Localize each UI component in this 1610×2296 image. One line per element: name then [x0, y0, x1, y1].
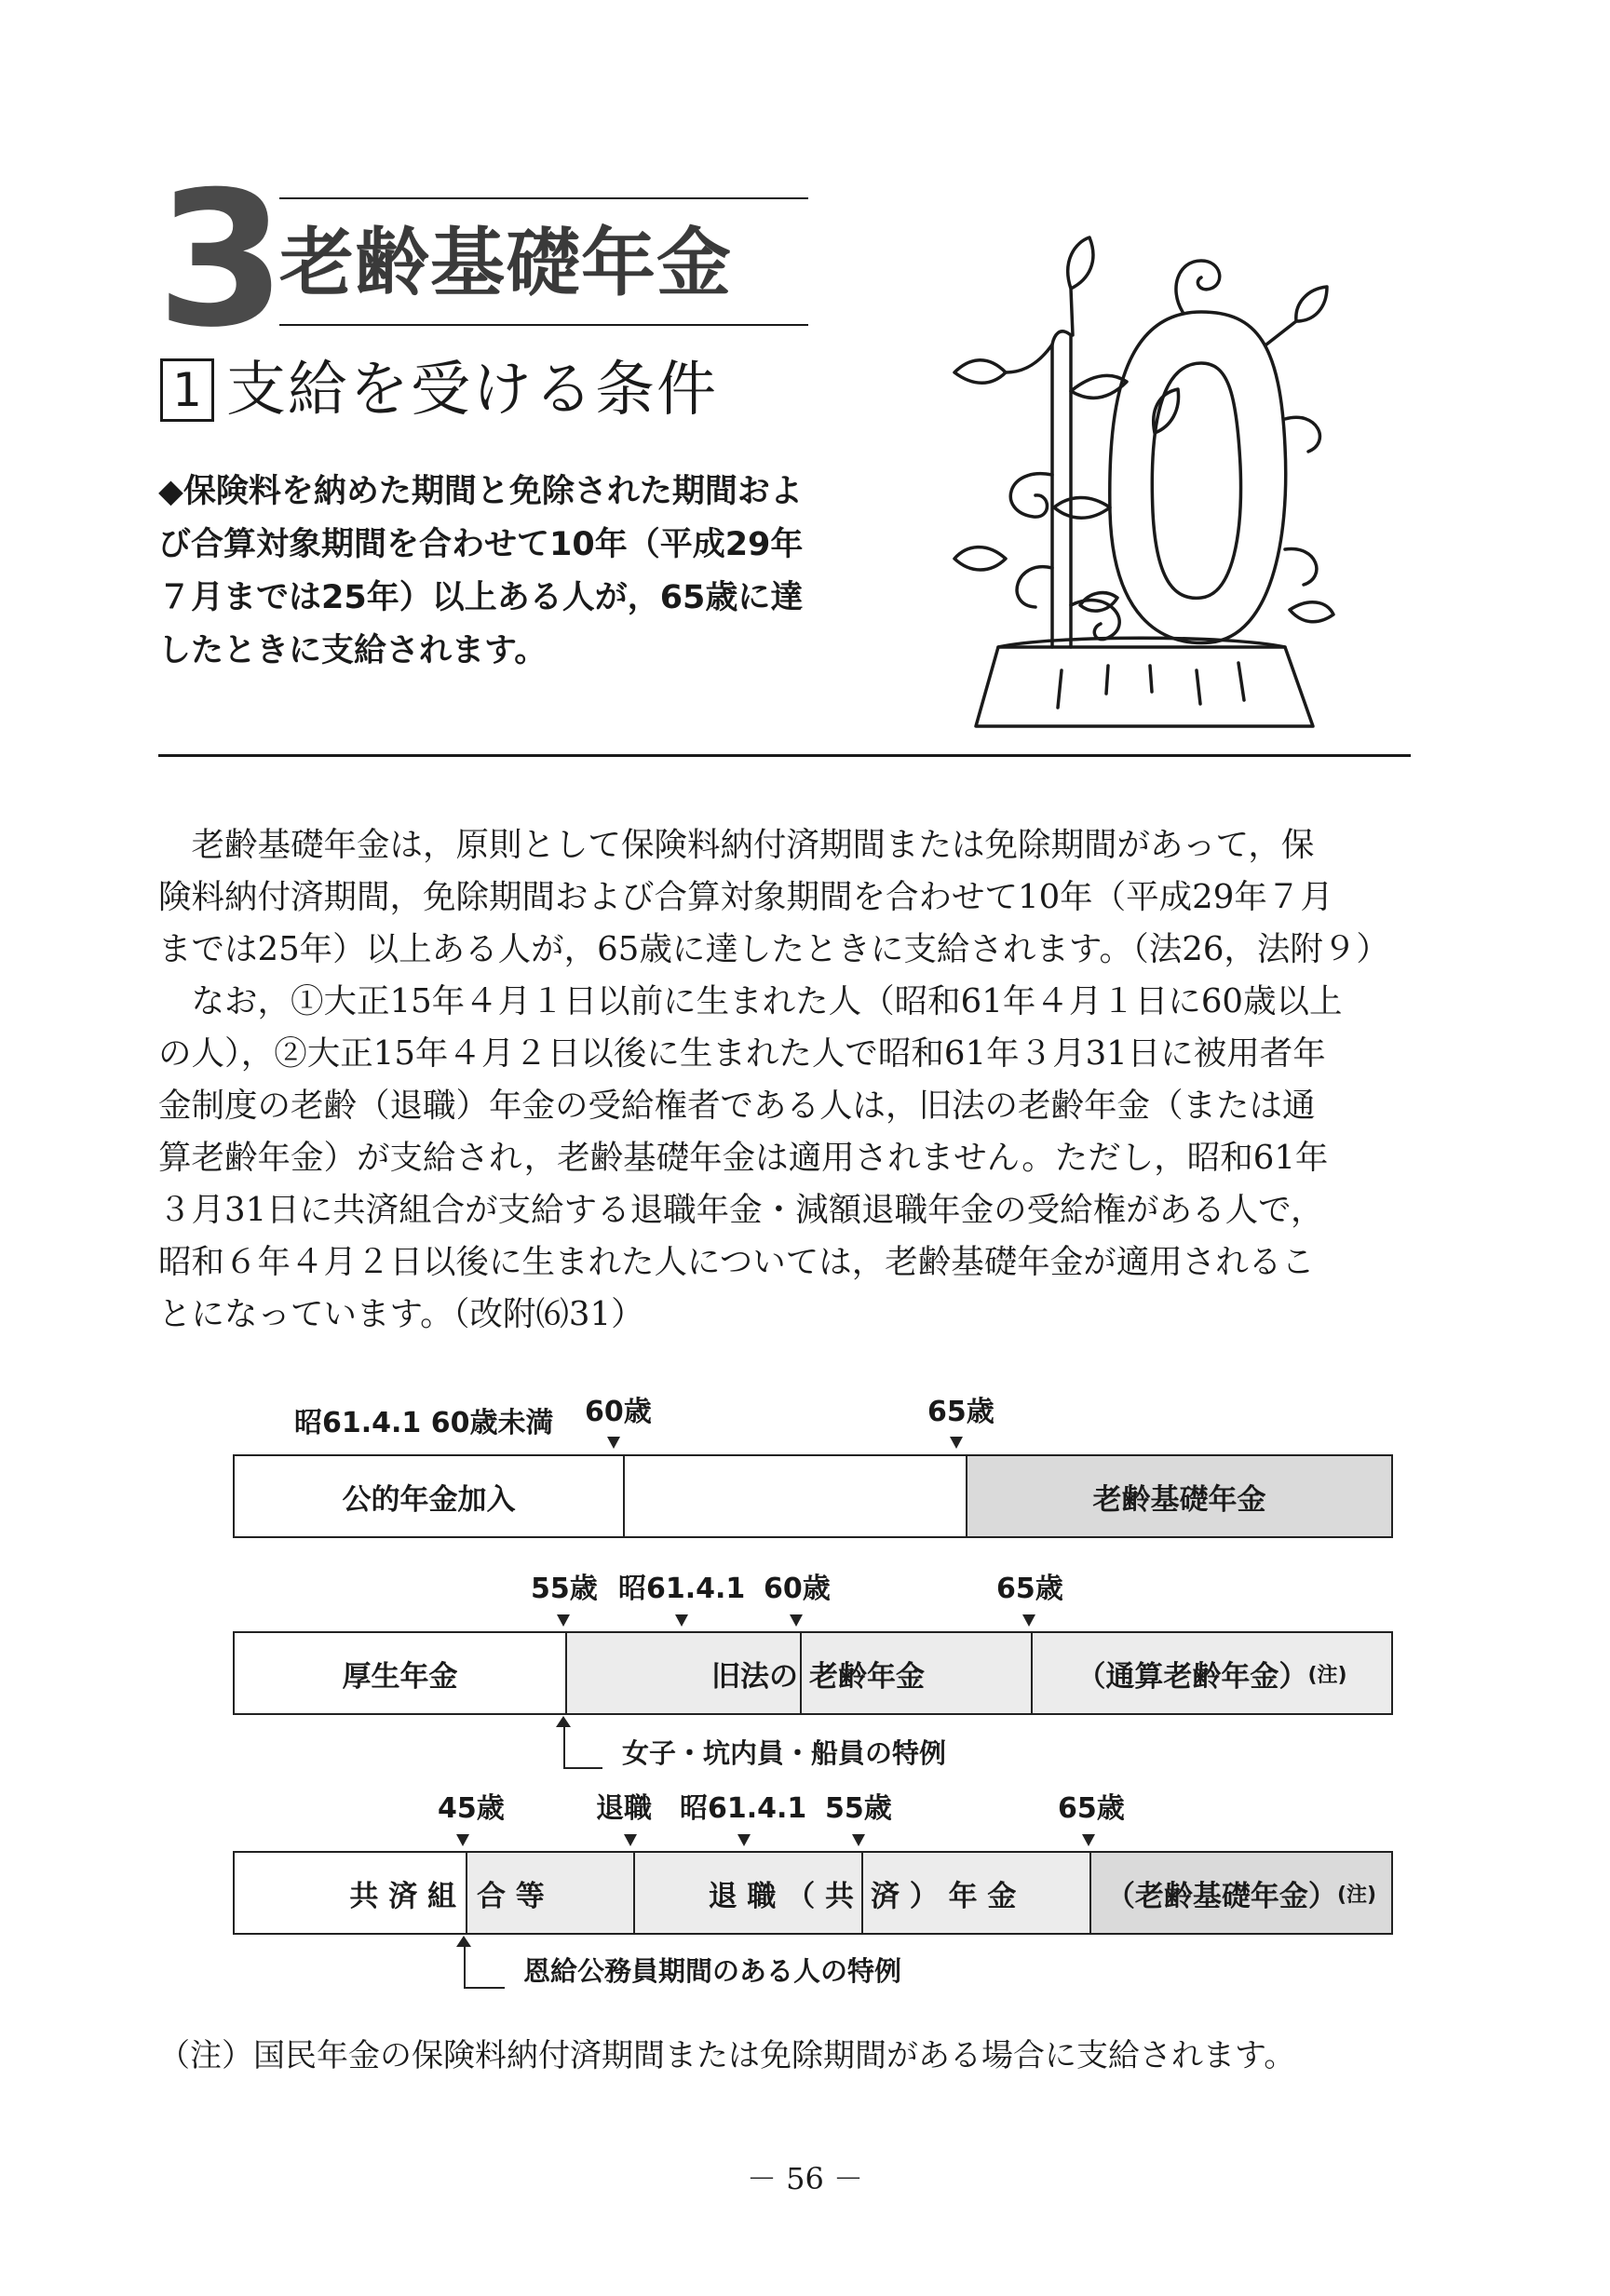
marker-sho-row3	[737, 1834, 751, 1846]
timeline-row2	[233, 1631, 1393, 1715]
body-line: ３月31日に共済組合が支給する退職年金・減額退職年金の受給権がある人で，	[158, 1191, 1324, 1229]
segment-kyosai-b: 合 等	[466, 1853, 633, 1933]
arrow-row2	[556, 1716, 571, 1727]
arrow-row3	[456, 1936, 471, 1947]
section-number: 1	[160, 358, 214, 422]
marker-age65-row3	[1082, 1834, 1095, 1846]
label-age55-row2: 55歳	[531, 1573, 598, 1605]
segment-old-law-pension: 老齢年金	[800, 1633, 925, 1713]
exception-row3: 恩給公務員期間のある人の特例	[523, 1955, 902, 1987]
segment-old-law-group	[565, 1633, 1031, 1713]
body-line: 金制度の老齢（退職）年金の受給権者である人は，旧法の老齢年金（または通	[158, 1087, 1316, 1125]
marker-age55-row3	[852, 1834, 865, 1846]
marker-taishoku-row3	[624, 1834, 637, 1846]
heading-rule-top	[279, 197, 808, 199]
chapter-title: 老齢基礎年金	[279, 220, 732, 306]
segment-public-pension: 公的年金加入	[342, 1482, 516, 1517]
footnote: （注）国民年金の保険料納付済期間または免除期間がある場合に支給されます。	[158, 2037, 1296, 2074]
body-line: 算老齢年金）が支給され，老齢基礎年金は適用されません。ただし，昭和61年	[158, 1139, 1329, 1177]
marker-age65-row1	[950, 1437, 963, 1449]
marker-sho-row2	[675, 1614, 688, 1627]
body-line: までは25年）以上ある人が，65歳に達したときに支給されます。（法26，法附９）	[158, 930, 1389, 968]
segment-gap	[623, 1456, 966, 1536]
label-age65-row1: 65歳	[927, 1396, 994, 1428]
chapter-number: 3	[156, 152, 287, 369]
heading-rule-bottom	[279, 324, 808, 326]
body-text	[158, 819, 1415, 1341]
label-age65-row3: 65歳	[1058, 1792, 1125, 1825]
ten-sprout-illustration	[950, 233, 1341, 736]
label-age60-row1: 60歳	[585, 1396, 652, 1428]
summary-line: ７月までは25年）以上ある人が，65歳に達	[158, 579, 804, 616]
label-age45-row3: 45歳	[438, 1792, 505, 1825]
summary-line: ◆保険料を納めた期間と免除された期間およ	[158, 473, 803, 510]
label-age60-row2: 60歳	[764, 1573, 831, 1605]
summary	[158, 466, 885, 678]
page-number: － 56 －	[746, 2161, 864, 2196]
segment-kiso-row3	[1089, 1853, 1391, 1933]
label-age55-row3: 55歳	[825, 1792, 892, 1825]
section-title: 支給を受ける条件	[226, 356, 718, 425]
segment-tsusan	[1031, 1633, 1391, 1713]
body-line: の人），②大正15年４月２日以後に生まれた人で昭和61年３月31日に被用者年	[158, 1034, 1326, 1073]
body-line: 昭和６年４月２日以後に生まれた人については，老齢基礎年金が適用されるこ	[158, 1243, 1315, 1281]
marker-age65-row2	[1022, 1614, 1035, 1627]
marker-age60-row2	[790, 1614, 803, 1627]
segment-taishoku-b: 済 ） 年 金	[861, 1853, 1089, 1933]
marker-age45-row3	[456, 1834, 469, 1846]
label-sho-row2: 昭61.4.1	[618, 1573, 746, 1605]
label-start-row1: 昭61.4.1 60歳未満	[294, 1407, 554, 1439]
body-line: なお，①大正15年４月１日以前に生まれた人（昭和61年４月１日に60歳以上	[158, 982, 1343, 1020]
summary-line: したときに支給されます。	[158, 632, 548, 669]
body-line: 険料納付済期間，免除期間および合算対象期間を合わせて10年（平成29年７月	[158, 878, 1333, 916]
summary-line: び合算対象期間を合わせて10年（平成29年	[158, 526, 804, 563]
tsusan-label: （通算老齢年金）	[1076, 1659, 1308, 1694]
segment-taishoku-a: 退 職 （ 共	[633, 1853, 861, 1933]
exception-row2: 女子・坑内員・船員の特例	[622, 1737, 947, 1769]
note-mark-row3: (注)	[1336, 1883, 1377, 1907]
label-taishoku-row3: 退職	[596, 1792, 652, 1825]
body-line: 老齢基礎年金は，原則として保険料納付済期間または免除期間があって，保	[158, 826, 1315, 864]
kiso-label-row3: （老齢基礎年金）	[1105, 1879, 1337, 1913]
label-age65-row2: 65歳	[996, 1573, 1063, 1605]
timeline-row1	[233, 1454, 1393, 1538]
marker-age55-row2	[557, 1614, 570, 1627]
note-mark-row2: (注)	[1307, 1663, 1347, 1687]
segment-kosei: 厚生年金	[342, 1659, 458, 1694]
segment-kyosai-a: 共 済 組	[349, 1879, 456, 1913]
marker-age60-row1	[607, 1437, 620, 1449]
segment-basic-pension: 老齢基礎年金	[966, 1456, 1391, 1536]
timeline-row3	[233, 1851, 1393, 1935]
label-sho-row3: 昭61.4.1	[680, 1792, 807, 1825]
body-line: とになっています。（改附⑹31）	[158, 1295, 644, 1333]
section-divider	[158, 754, 1411, 757]
segment-old-law-prefix: 旧法の	[711, 1659, 798, 1694]
